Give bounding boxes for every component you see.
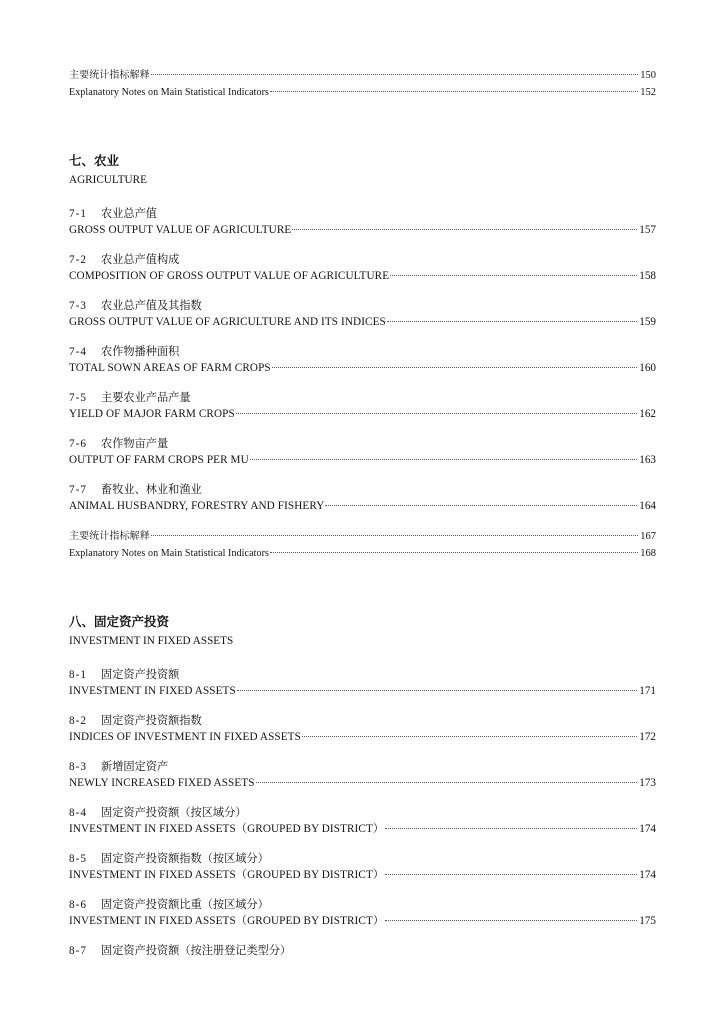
table-title-en: ANIMAL HUSBANDRY, FORESTRY AND FISHERY	[69, 500, 325, 512]
toc-page-number: 159	[639, 316, 656, 328]
toc-entry-7-1[interactable]	[69, 206, 656, 239]
table-number: 7-3	[69, 300, 87, 312]
table-title-zh: 农业总产值及其指数	[101, 300, 202, 312]
toc-entry-title-zh	[69, 805, 656, 821]
toc-entry-notes-top[interactable]	[69, 67, 656, 101]
section-title-zh: 七、农业	[69, 154, 120, 168]
toc-line	[69, 913, 656, 930]
dot-leader	[151, 534, 638, 536]
dot-leader	[387, 320, 637, 322]
dot-leader	[385, 919, 637, 921]
table-title-zh: 固定资产投资额	[101, 669, 180, 681]
section-title-en: AGRICULTURE	[69, 174, 147, 186]
table-title-zh: 农业总产值构成	[101, 254, 180, 266]
toc-entry-8-3[interactable]	[69, 759, 656, 792]
table-number: 8-5	[69, 853, 87, 865]
toc-entry-title-zh	[69, 713, 656, 729]
toc-entry-title-zh	[69, 943, 656, 959]
toc-entry-title-en: Explanatory Notes on Main Statistical Indicators	[69, 87, 270, 98]
table-number: 8-4	[69, 807, 87, 819]
toc-entry-8-4[interactable]	[69, 805, 656, 838]
table-title-en: NEWLY INCREASED FIXED ASSETS	[69, 777, 255, 789]
section-title-en: INVESTMENT IN FIXED ASSETS	[69, 635, 234, 647]
table-title-en: INVESTMENT IN FIXED ASSETS（GROUPED BY DISTRICT）	[69, 915, 385, 927]
table-title-zh: 农作物播种面积	[101, 346, 180, 358]
toc-page-number: 171	[639, 685, 656, 697]
table-title-en: COMPOSITION OF GROSS OUTPUT VALUE OF AGRICULTURE	[69, 270, 390, 282]
toc-line	[69, 729, 656, 746]
toc-entry-title-zh: 主要统计指标解释	[69, 531, 150, 542]
toc-entry-8-1[interactable]	[69, 667, 656, 700]
table-number: 8-2	[69, 715, 87, 727]
entry-gap	[69, 792, 656, 805]
toc-page-number: 175	[639, 915, 656, 927]
table-number: 7-1	[69, 208, 87, 220]
toc-entry-notes-7[interactable]	[69, 528, 656, 562]
toc-entry-title-zh	[69, 759, 656, 775]
dot-leader	[292, 228, 637, 230]
toc-entry-7-7[interactable]	[69, 482, 656, 515]
toc-line	[69, 406, 656, 423]
toc-entry-7-3[interactable]	[69, 298, 656, 331]
table-title-en: INVESTMENT IN FIXED ASSETS（GROUPED BY DISTRICT）	[69, 869, 385, 881]
toc-line	[69, 821, 656, 838]
toc-page-number: 174	[639, 823, 656, 835]
toc-page-number: 163	[639, 454, 656, 466]
toc-page-number: 152	[640, 87, 656, 98]
toc-page-number: 174	[639, 869, 656, 881]
toc-line	[69, 360, 656, 377]
toc-page-number: 173	[639, 777, 656, 789]
entry-gap	[69, 884, 656, 897]
dot-leader	[385, 873, 637, 875]
dot-leader	[250, 458, 637, 460]
toc-entry-7-4[interactable]	[69, 344, 656, 377]
entry-gap	[69, 746, 656, 759]
toc-line	[69, 268, 656, 285]
table-number: 7-4	[69, 346, 87, 358]
toc-entry-7-6[interactable]	[69, 436, 656, 469]
entry-gap	[69, 423, 656, 436]
toc-line	[69, 452, 656, 469]
toc-page-number: 167	[640, 531, 656, 542]
toc-page-number: 157	[639, 224, 656, 236]
table-number: 8-1	[69, 669, 87, 681]
entry-gap	[69, 700, 656, 713]
toc-entry-title-zh: 主要统计指标解释	[69, 70, 150, 81]
table-number: 8-7	[69, 945, 87, 957]
entry-gap	[69, 930, 656, 943]
toc-line	[69, 775, 656, 792]
toc-entry-8-5[interactable]	[69, 851, 656, 884]
entry-gap	[69, 377, 656, 390]
toc-entry-7-5[interactable]	[69, 390, 656, 423]
toc-page-number: 150	[640, 70, 656, 81]
toc-entry-8-7[interactable]	[69, 943, 656, 959]
section-investment	[69, 612, 656, 959]
section-title-zh: 八、固定资产投资	[69, 615, 170, 629]
toc-entry-title-zh	[69, 897, 656, 913]
entry-gap	[69, 239, 656, 252]
toc-entry-title-zh	[69, 298, 656, 314]
table-title-zh: 畜牧业、林业和渔业	[101, 484, 202, 496]
entry-gap	[69, 469, 656, 482]
table-title-zh: 固定资产投资额（按区域分）	[101, 807, 247, 819]
toc-entry-title-zh	[69, 851, 656, 867]
table-number: 7-5	[69, 392, 87, 404]
dot-leader	[390, 274, 637, 276]
toc-entry-title-zh	[69, 436, 656, 452]
toc-line	[69, 314, 656, 331]
toc-line	[69, 67, 656, 84]
toc-line	[69, 867, 656, 884]
table-title-en: TOTAL SOWN AREAS OF FARM CROPS	[69, 362, 271, 374]
table-title-zh: 主要农业产品产量	[101, 392, 191, 404]
entry-gap	[69, 838, 656, 851]
toc-entry-title-en: Explanatory Notes on Main Statistical Indicators	[69, 548, 270, 559]
dot-leader	[325, 504, 637, 506]
toc-line	[69, 222, 656, 239]
table-title-zh: 固定资产投资额指数（按区域分）	[101, 853, 269, 865]
table-number: 7-7	[69, 484, 87, 496]
toc-line	[69, 545, 656, 562]
table-title-en: INDICES OF INVESTMENT IN FIXED ASSETS	[69, 731, 301, 743]
entry-gap	[69, 331, 656, 344]
dot-leader	[385, 827, 637, 829]
table-title-en: YIELD OF MAJOR FARM CROPS	[69, 408, 235, 420]
table-title-zh: 农业总产值	[101, 208, 157, 220]
toc-line	[69, 498, 656, 515]
entry-gap	[69, 515, 656, 528]
toc-entry-title-zh	[69, 252, 656, 268]
dot-leader	[270, 551, 638, 553]
section-gap	[69, 562, 656, 612]
table-title-en: INVESTMENT IN FIXED ASSETS	[69, 685, 236, 697]
toc-page-number: 168	[640, 548, 656, 559]
toc-entry-title-zh	[69, 390, 656, 406]
toc-entry-7-2[interactable]	[69, 252, 656, 285]
table-number: 8-3	[69, 761, 87, 773]
toc-page-number: 164	[639, 500, 656, 512]
table-number: 7-6	[69, 438, 87, 450]
entry-gap	[69, 285, 656, 298]
toc-page-number: 172	[639, 731, 656, 743]
dot-leader	[256, 781, 638, 783]
dot-leader	[270, 90, 638, 92]
table-title-zh: 新增固定资产	[101, 761, 169, 773]
toc-content	[69, 67, 656, 959]
dot-leader	[237, 689, 637, 691]
table-title-zh: 农作物亩产量	[101, 438, 169, 450]
toc-page-number: 158	[639, 270, 656, 282]
dot-leader	[151, 73, 638, 75]
table-title-en: INVESTMENT IN FIXED ASSETS（GROUPED BY DISTRICT）	[69, 823, 385, 835]
table-title-zh: 固定资产投资额比重（按区域分）	[101, 899, 269, 911]
toc-entry-8-6[interactable]	[69, 897, 656, 930]
toc-entry-title-zh	[69, 667, 656, 683]
table-number: 8-6	[69, 899, 87, 911]
table-title-en: GROSS OUTPUT VALUE OF AGRICULTURE AND ITS INDICES	[69, 316, 386, 328]
section-agriculture	[69, 151, 656, 562]
toc-entry-8-2[interactable]	[69, 713, 656, 746]
toc-page-number: 160	[639, 362, 656, 374]
table-title-en: GROSS OUTPUT VALUE OF AGRICULTURE	[69, 224, 292, 236]
toc-entry-title-zh	[69, 344, 656, 360]
toc-page-number: 162	[639, 408, 656, 420]
dot-leader	[272, 366, 637, 368]
toc-line	[69, 683, 656, 700]
dot-leader	[302, 735, 637, 737]
section-gap	[69, 101, 656, 151]
table-number: 7-2	[69, 254, 87, 266]
toc-entry-title-zh	[69, 482, 656, 498]
toc-entry-title-zh	[69, 206, 656, 222]
table-title-zh: 固定资产投资额指数	[101, 715, 202, 727]
table-title-en: OUTPUT OF FARM CROPS PER MU	[69, 454, 249, 466]
toc-line	[69, 528, 656, 545]
table-title-zh: 固定资产投资额（按注册登记类型分）	[101, 945, 292, 957]
dot-leader	[236, 412, 637, 414]
toc-line	[69, 84, 656, 101]
